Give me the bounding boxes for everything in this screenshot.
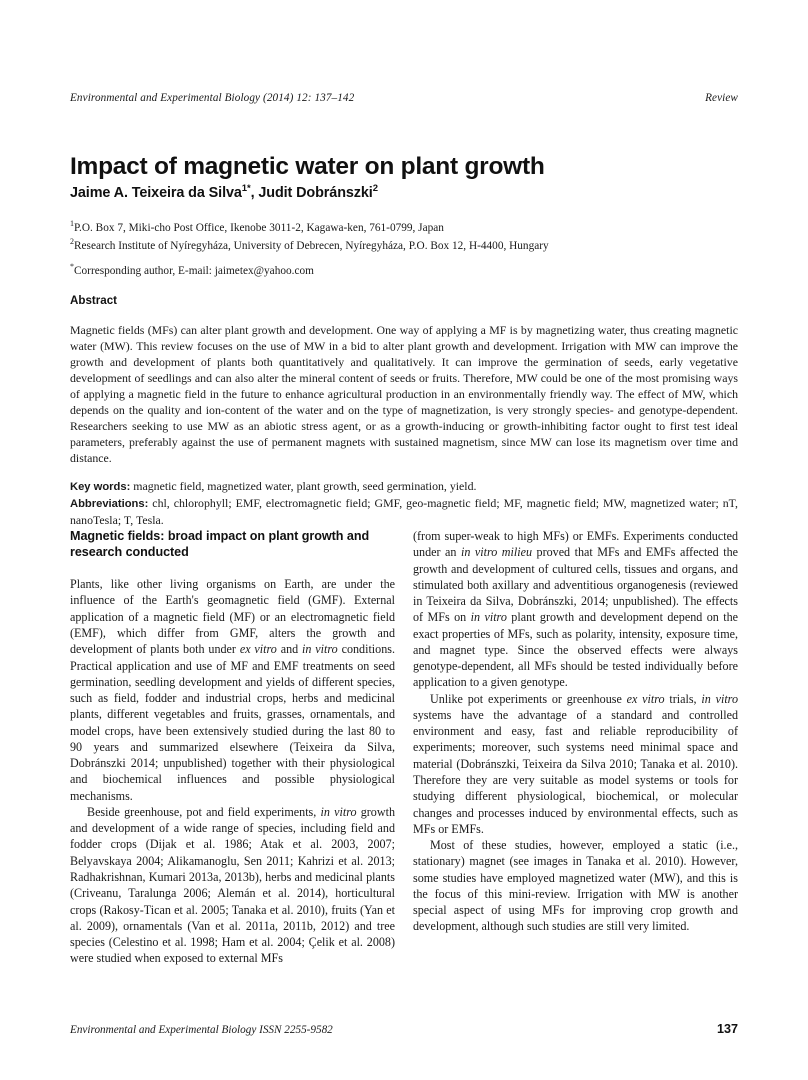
rp2-italic1: ex vitro xyxy=(626,691,665,706)
left-column xyxy=(70,528,395,1006)
author-list xyxy=(70,183,738,201)
rp1-part3: plant growth and development depend on the exact properties of MFs, such as polarity, intensity, exposure time, and magnet type. Since the observed effects were always genotype-dependent, all MFs should be tested individually before application to a given genotype. xyxy=(413,610,739,690)
lp1-part3: conditions. Practical application and use of MF and EMF treatments on seed germination, seedling development and yields of different species, such as field, fodder and industrial crops, herbs and medicinal plants, different vegetables and fruits, grasses, ornamentals, and model crops, have been extensively studied during the last 80 to 90 years and summarized elsewhere (Teixeira da Silva, Dobránszki 2014; unpublished) together with their physiological and biochemical influences and possible physiological mechanisms. xyxy=(70,642,395,803)
rp1-part1: (from super-weak to high MFs) or EMFs. Experiments conducted under an xyxy=(413,529,738,560)
right-paragraph-2 xyxy=(413,691,738,837)
running-head-citation: Environmental and Experimental Biology (2014) 12: 137–142 xyxy=(70,92,355,104)
rp1-part2: proved that MFs and EMFs affected the growth and development of cultured cells, tissues and organs, and stimulated both axillary and adventitious organogenesis (reviewed in Teixeira da Silva, Dobránszki, 2014; unpublished). The effects of MFs on xyxy=(413,545,738,625)
affiliation-2 xyxy=(70,236,738,254)
running-head xyxy=(70,92,738,104)
page-footer xyxy=(70,1022,738,1036)
author-separator: , xyxy=(250,184,259,201)
affiliation-list xyxy=(70,218,738,254)
author-2-marker: 2 xyxy=(372,183,378,194)
body-columns xyxy=(70,528,738,1006)
rp2-part3: systems have the advantage of a standard and controlled environment and easy, fast and reliable reproducibility of experiments; moreover, such systems need minimal space and material (Dobránszki, Teixeira da Silva 2010; Tanaka et al. 2010). Therefore they are very suitable as model systems or tools for studying different physiological, biochemical, or molecular changes and processes induced by environmental effects, such as MFs or EMFs. xyxy=(413,707,738,836)
rp2-part1: Unlike pot experiments or greenhouse xyxy=(430,691,627,706)
corresponding-marker: * xyxy=(70,262,74,271)
author-1-name: Jaime A. Teixeira da Silva xyxy=(70,184,242,201)
affiliation-1-marker: 1 xyxy=(70,219,74,228)
right-paragraph-1 xyxy=(413,528,738,691)
left-paragraph-2 xyxy=(70,804,395,967)
affiliation-1 xyxy=(70,218,738,236)
lp1-part1: Plants, like other living organisms on Earth, are under the influence of the Earth's geomagnetic field (GMF). External application of a magnetic field (MF) or an electromagnetic field (EMF), which differ from GMF, alters the growth and development of plants both under xyxy=(70,577,395,657)
affiliation-1-text: P.O. Box 7, Miki-cho Post Office, Ikenobe 3011-2, Kagawa-ken, 761-0799, Japan xyxy=(74,221,444,234)
page-title: Impact of magnetic water on plant growth xyxy=(70,153,545,181)
abbreviations-text: chl, chlorophyll; EMF, electromagnetic field; GMF, geo-magnetic field; MF, magnetic field; MW, magnetized water; nT, nanoTesla; T, Tesla. xyxy=(70,496,738,528)
keywords-label: Key words: xyxy=(70,481,131,493)
corresponding-author xyxy=(70,262,738,277)
keywords-text: magnetic field, magnetized water, plant growth, seed germination, yield. xyxy=(130,479,477,493)
left-paragraph-1 xyxy=(70,576,395,804)
keywords-block xyxy=(70,478,738,528)
rp3-part1: Most of these studies, however, employed a static (i.e., stationary) magnet (see images in Tanaka et al. 2010). However, some studies have employed magnetized water (MW), and this is the focus of this mini-review. Irrigation with MW is another special aspect of using MFs for improving crop growth and development, although such studies are still very limited. xyxy=(413,838,738,934)
corresponding-text: Corresponding author, E-mail: jaimetex@yahoo.com xyxy=(74,264,314,277)
lp2-part1: Beside greenhouse, pot and field experiments, xyxy=(87,804,321,819)
lp1-part2: and xyxy=(276,642,303,657)
author-1-marker: 1* xyxy=(241,183,251,194)
rp2-italic2: in vitro xyxy=(701,691,738,706)
author-2-name: Judit Dobránszki xyxy=(258,184,373,201)
abstract-heading: Abstract xyxy=(70,294,118,307)
right-paragraph-3 xyxy=(413,837,738,935)
affiliation-2-marker: 2 xyxy=(70,237,74,247)
lp1-italic2: in vitro xyxy=(302,642,338,657)
lp2-italic1: in vitro xyxy=(320,804,357,819)
abbreviations-label: Abbreviations: xyxy=(70,498,149,511)
rp1-italic1: in vitro milieu xyxy=(460,545,533,560)
keywords-line xyxy=(70,478,738,495)
footer-journal-issn: Environmental and Experimental Biology ISSN 2255-9582 xyxy=(70,1024,333,1036)
abstract-body: Magnetic fields (MFs) can alter plant growth and development. One way of applying a MF is by magnetizing water, thus creating magnetic water (MW). This review focuses on the use of MW in a bid to alter plant growth and development. Irrigation with MW can improve the growth and development of plants both quantitatively and qualitatively. It can improve the germination of seeds, early vegetative development of seedlings and can also alter the mineral content of seeds or fruits. Therefore, MW could be one of the most promising ways of applying a magnetic field in the future to enhance agricultural production in an environmentally friendly way. The effect of MW, which depends on the quality and ion-content of the water and on the type of magnetization, is very strongly species- and genotype-dependent. Researchers seeking to use MW as an abiotic stress agent, or as a growth-inducing or growth-inhibiting factor ought to first test ideal parameters, preferably against the use of permanent magnets with sustained magnetism, since MW can lose its magnetism over time and distance. xyxy=(70,323,738,466)
lp1-italic1: ex vitro xyxy=(239,642,277,657)
running-head-article-type: Review xyxy=(705,92,738,104)
affiliation-2-text: Research Institute of Nyíregyháza, University of Debrecen, Nyíregyháza, P.O. Box 12, H-4400, Hungary xyxy=(74,239,549,252)
section-heading: Magnetic fields: broad impact on plant growth and research conducted xyxy=(70,529,370,560)
right-column xyxy=(413,528,738,1006)
footer-page-number: 137 xyxy=(716,1022,738,1036)
rp2-part2: trials, xyxy=(664,691,702,706)
lp2-part2: growth and development of a wide range of species, including field and fodder crops (Dijak et al. 1986; Atak et al. 2003, 2007; Belyavskaya 2004; Alikamanoglu, Sen 2011; Kahrizi et al. 2013; Radhakrishnan, Kumari 2013a, 2013b), herbs and medicinal plants (Criveanu, Taralunga 2006; Alemán et al. 2014), horticultural crops (Rakosy-Tican et al. 2005; Tanaka et al. 2010), fruits (Yan et al. 2009), ornamentals (Van et al. 2011a, 2011b, 2012) and tree species (Celestino et al. 1998; Ham et al. 2004; Çelik et al. 2008) were studied when exposed to external MFs xyxy=(70,804,395,966)
rp1-italic2: in vitro xyxy=(470,610,507,625)
abbreviations-line xyxy=(70,495,738,528)
